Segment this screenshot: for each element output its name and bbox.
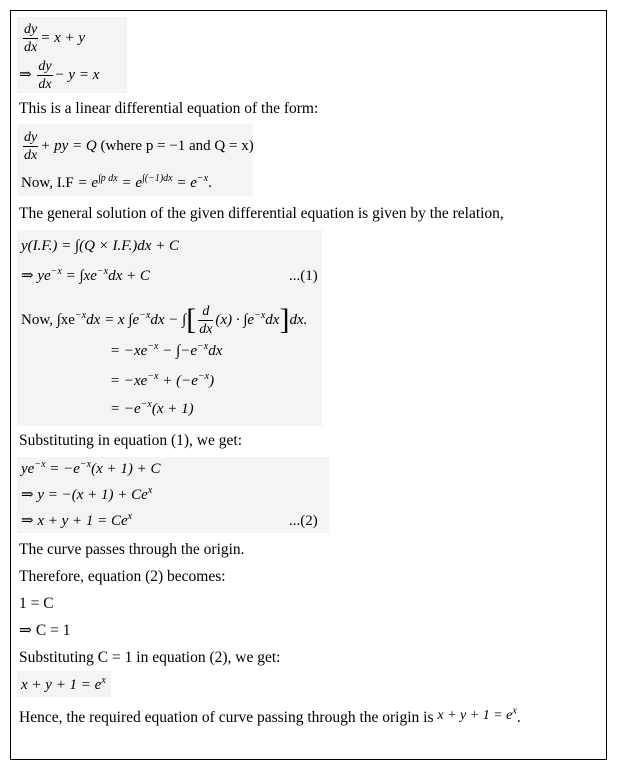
equation-sub-line2: ⇒ $y = -(x + 1) + Ce^x$: [21, 485, 153, 503]
equation-dydx-eq: $\frac{dy}{dx}$ = x + y: [24, 22, 86, 55]
text-therefore: Therefore, equation (2) becomes:: [19, 568, 226, 585]
equation-sub-line3: ⇒ $x + y + 1 = Ce^x$: [21, 511, 133, 529]
fraction-dy-dx: $\frac{dy}{dx}$: [24, 22, 38, 55]
equation-gs-line1: y(I.F.) = ∫(Q × I.F.)dx + C: [21, 238, 180, 254]
fraction-dy-dx: $\frac{dy}{dx}$: [24, 130, 38, 163]
equation-gs-line3: Now, $\int xe^{-x}dx = x$ $\int e^{-x}dx$ − ∫[ $\frac{d}{dx}$ $(x) \cdot \int e^{-x}dx]dx$.: [21, 302, 308, 337]
equation-tag-1: ...(1): [289, 268, 318, 284]
text-curve-passes: The curve passes through the origin.: [19, 541, 245, 558]
fraction-d-dx: $\frac{d}{dx}$: [199, 304, 213, 337]
equation-gs-line6: = $-e^{-x}(x + 1)$: [110, 399, 194, 417]
equation-gs-line5: = $-xe^{-x} + (-e^{-x})$: [110, 371, 215, 389]
equation-gs-line2: ⇒ $ye^{-x} = \int xe^{-x}dx + C$: [21, 266, 150, 284]
hence-equation: $x + y + 1 = e^x$: [437, 705, 517, 723]
equation-sub-line1: $ye^{-x} = -e^{-x}(x + 1) + C$: [21, 459, 161, 477]
equation-tag-2: ...(2): [289, 513, 318, 529]
equation-final: $x + y + 1 = e^x$: [21, 675, 106, 693]
solution-page: [10, 10, 607, 760]
text-hence: Hence, the required equation of curve passing through the origin is $x + y + 1 = e^x$.: [19, 705, 521, 726]
fraction-dy-dx: $\frac{dy}{dx}$: [38, 59, 52, 92]
text-linear-form: This is a linear differential equation of the form:: [19, 100, 319, 117]
equation-linear-form: $\frac{dy}{dx}$ + py = Q (where p = −1 and Q = x): [24, 130, 254, 163]
text-substituting-c: Substituting C = 1 in equation (2), we get:: [19, 649, 281, 666]
equation-implies-linear: ⇒ $\frac{dy}{dx}$ − y = x: [19, 59, 100, 92]
text-general-solution: The general solution of the given differential equation is given by the relation,: [19, 205, 504, 222]
equation-integrating-factor: Now, $I.F = e^{\int p dx} = e^{\int(-1)dx} = e^{-x}$.: [21, 173, 212, 191]
text-substituting: Substituting in equation (1), we get:: [19, 432, 243, 449]
text-c-eq-one: ⇒ C = 1: [19, 622, 71, 639]
equation-gs-line4: = $-xe^{-x} - \int-e^{-x}dx$: [110, 341, 223, 359]
text-one-eq-c: 1 = C: [19, 595, 54, 612]
